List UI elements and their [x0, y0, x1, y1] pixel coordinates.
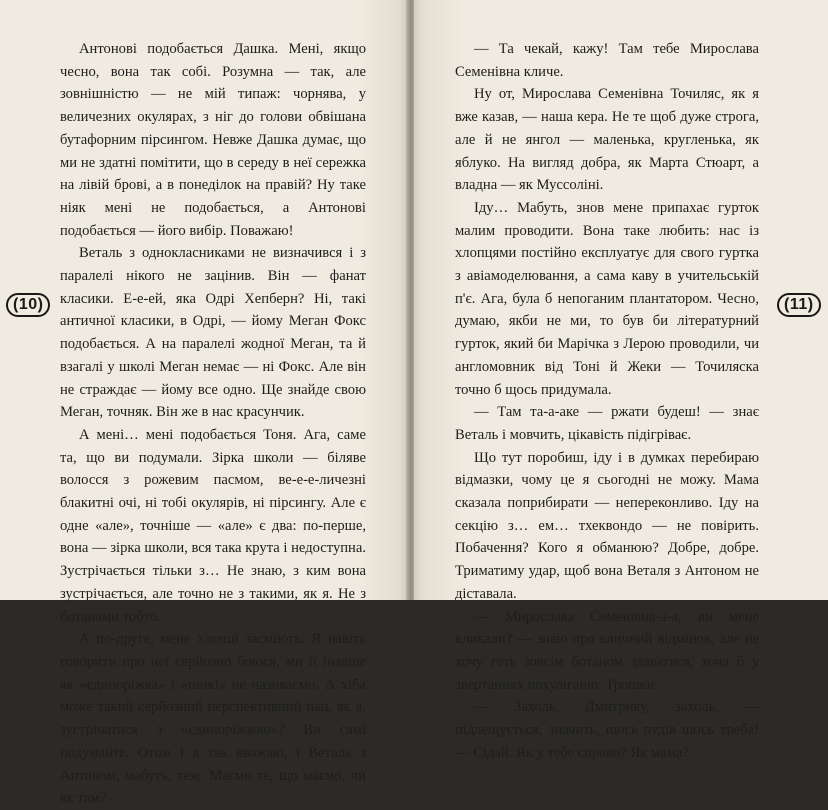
- page-number-left: (10): [6, 293, 50, 317]
- left-page: [0, 0, 408, 807]
- left-paragraph-3: А мені… мені подобається Тоня. Ага, саме та, що ви подумали. Зірка школи — біляве волосся з рожевим пасмом, ве-е-е-личезні блакитні очі, ні тобі окулярів, ні пірсингу. Але є одне «але», точніше — «але» є два: по-перше, вона — зірка школи, вся така крута і недоступна. Зустрічається тільки з… Не знаю, з ким вона зустрічається, але точно не з такими, як я. Не з ботанами тобто.: [60, 426, 366, 625]
- left-paragraph-1: Антонові подобається Дашка. Мені, якщо чесно, вона так собі. Розумна — так, але зовнішністю — не мій типаж: чорнява, у величезних окулярах, з ніг до голови обвішана бутафорним пірсингом. Невже Дашка думає, що ми не здатні помітити, що в середу в неї сережка на лівій брові, а в понеділок на правій? Ну таке ніяк мені не подобається, а Антонові подобається — його вибір. Поважаю!: [60, 41, 366, 239]
- right-paragraph-5: Що тут поробиш, іду і в думках перебираю відмазки, чому це я сьогодні не можу. Мама сказала поприбирати — непереконливо. Іду на секцію з… ем… тхеквондо — не повірить. Побачення? Кого я обманюю? Добре, добре. Триматиму удар, щоб вона Веталя з Антоном не діставала.: [455, 449, 759, 602]
- left-paragraph-2: Веталь з однокласниками не визначився і з паралелі нікого не зацінив. Він — фанат класики. Е-е-ей, яка Одрі Хепберн? Ні, такі античної класики, в Одрі, — йому Меган Фокс подобається. А на паралелі жодної Меган, та й взагалі у школі Меган немає — ні Фокс. Але він не страждає — йому все одно. Ще знайде свою Меган, точняк. Він же в нас красунчик.: [60, 245, 366, 421]
- page-number-right: (11): [777, 293, 821, 317]
- right-paragraph-2: Ну от, Мирослава Семенівна Точиляс, як я вже казав, — наша кера. Не те щоб дуже строга, але й не янгол — маленька, кругленька, як яблуко. На вигляд добра, як Марта Стюарт, а владна — як Муссоліні.: [455, 86, 759, 194]
- right-paragraph-7: — Заходь, Дмитрику, заходь, — підлещується, значить, щось пудів щось треба! — Сідай. Як у тебе справи? Як мама?: [455, 699, 759, 761]
- right-paragraph-4: — Там та-а-аке — ржати будеш! — знає Веталь і мовчить, цікавість підігріває.: [455, 404, 759, 443]
- right-paragraph-3: Іду… Мабуть, знов мене припахає гурток малим проводити. Вона таке любить: нас із хлопцями постійно експлуатує для свого гуртка з авіамоделювання, а сама каву в учительській п'є. Ага, була б непоганим плантатором. Чесно, думаю, якби не ми, то був би літературний гурток, який би Марічка з Лерою проводили, чи англомовник від Тоні й Жеки — Точиляска точно б щось придумала.: [455, 199, 759, 398]
- left-page-text: [60, 38, 366, 810]
- left-paragraph-4: А по-друге, мене хлопці засміють. Я навіть говорити про неї серйозно боюся, ми її інакше як «єдиноріжка» і «пінкі» не називаємо. А хіба може такий серйозний перспективний пац, як я, зустрічатися з «єдиноріжкою»? Ви самі подумайте. Отож і я так вважаю, і Веталь з Антоном, мабуть, теж. Маємо те, що маємо, чи як там?: [60, 631, 366, 807]
- right-paragraph-1: — Та чекай, кажу! Там тебе Мирослава Семенівна кличе.: [455, 41, 759, 80]
- right-paragraph-6: — Мирослава Семенівна-а-а, ви мене кликали? — знаю про кличний відмінок, але не хочу геть зовсім ботаном здаватися, хоча б у звертаннях похуліганю. Трошки.: [455, 608, 759, 693]
- right-page-text: [455, 38, 759, 765]
